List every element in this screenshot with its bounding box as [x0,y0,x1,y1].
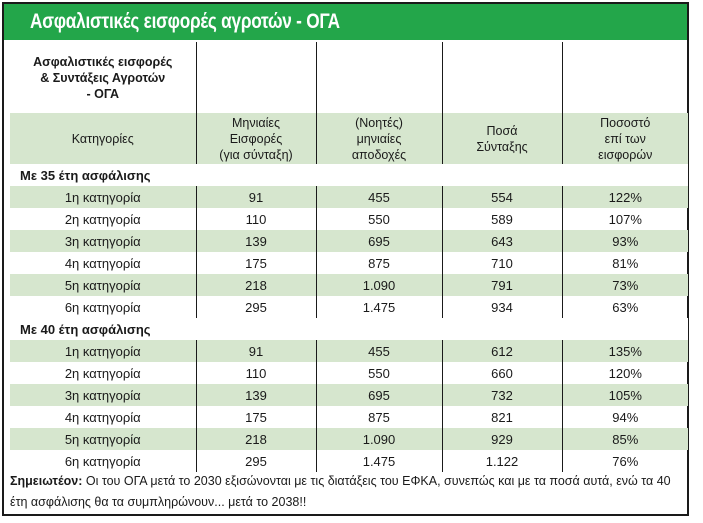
header-line: εισφορών [598,147,653,162]
category-cell: 6η κατηγορία [64,299,141,315]
header-row [10,113,688,164]
header-line: Ποσοστό [600,115,651,130]
percentage-cell: 85% [562,428,688,450]
category-cell: 3η κατηγορία [10,384,196,406]
percentage-cell: 122% [562,186,688,208]
header-line: μηνιαίες [356,131,402,146]
header-category: Κατηγορίες [10,113,196,164]
header-percentage [562,113,688,164]
header-line: Ποσά [486,123,518,138]
header-top-cell [442,42,562,113]
footnote-label: Σημειωτέον: [10,474,83,488]
footnote-text: Οι του ΟΓΑ μετά το 2030 εξισώνονται με τις διατάξεις του ΕΦΚΑ, συνεπώς και με τα ποσά αυτά, ενώ τα 40 έτη ασφάλισης θα τα συμπληρώνουν... μετά το 2038!! [10,474,671,509]
category-cell: 3η κατηγορία [10,230,196,252]
header-line: Σύνταξης [476,139,528,154]
income-cell: 875 [316,406,442,428]
category-cell: 1η κατηγορία [10,186,196,208]
contrib-cell: 139 [196,384,316,406]
category-cell: 5η κατηγορία [10,428,196,450]
header-line: (Νοητές) [355,115,403,130]
contrib-cell: 175 [196,252,316,274]
category-cell: 2η κατηγορία [64,365,141,381]
table-row [10,428,688,450]
header-pension-amount [442,113,562,164]
income-cell: 550 [316,208,442,230]
table-frame [2,2,689,516]
page-title [4,4,687,40]
category-cell: 6η κατηγορία [64,453,141,469]
corner-label [10,42,196,113]
header-line: Μηνιαίες [232,115,280,130]
contrib-cell: 295 [196,450,316,472]
table-row [10,406,688,428]
income-cell: 550 [316,362,442,384]
contrib-cell: 91 [196,340,316,362]
pension-cell: 791 [442,274,562,296]
percentage-cell: 105% [562,384,688,406]
header-line: αποδοχές [351,147,407,162]
percentage-cell: 120% [562,362,688,384]
category-cell: 4η κατηγορία [64,409,141,425]
percentage-cell: 81% [562,252,688,274]
contrib-cell: 110 [196,362,316,384]
pension-cell: 660 [442,362,562,384]
table-row [10,208,688,230]
footnote [10,471,685,513]
pension-cell: 929 [442,428,562,450]
percentage-cell: 107% [562,208,688,230]
table-row [10,274,688,296]
table-row [10,230,688,252]
income-cell: 1.475 [316,296,442,318]
percentage-cell: 135% [562,340,688,362]
header-monthly-contrib [196,113,316,164]
contrib-cell: 218 [196,274,316,296]
income-cell: 455 [316,340,442,362]
income-cell: 695 [316,384,442,406]
pension-cell: 643 [442,230,562,252]
category-cell: 1η κατηγορία [10,340,196,362]
contrib-cell: 175 [196,406,316,428]
table-row [10,362,688,384]
contributions-table [10,42,688,472]
header-line: (για σύνταξη) [219,147,293,162]
percentage-cell: 63% [562,296,688,318]
percentage-cell: 93% [562,230,688,252]
page-title-text: Ασφαλιστικές εισφορές αγροτών - ΟΓΑ [30,10,340,33]
contrib-cell: 139 [196,230,316,252]
percentage-cell: 73% [562,274,688,296]
contrib-cell: 91 [196,186,316,208]
contrib-cell: 218 [196,428,316,450]
corner-label-line: Ασφαλιστικές εισφορές [33,54,173,69]
table-row [10,384,688,406]
contrib-cell: 295 [196,296,316,318]
income-cell: 1.090 [316,274,442,296]
percentage-cell: 76% [562,450,688,472]
percentage-cell: 94% [562,406,688,428]
table-row [10,186,688,208]
income-cell: 1.475 [316,450,442,472]
header-line: επί των [604,131,646,146]
pension-cell: 1.122 [442,450,562,472]
pension-cell: 821 [442,406,562,428]
section-header-row [10,318,688,340]
table-row [10,340,688,362]
table-row [10,296,688,318]
income-cell: 1.090 [316,428,442,450]
corner-label-line: & Συντάξεις Αγροτών [40,70,166,85]
section-header-row [10,164,688,186]
pension-cell: 589 [442,208,562,230]
header-top-cell [316,42,442,113]
corner-label-line: - ΟΓΑ [86,86,120,101]
pension-cell: 934 [442,296,562,318]
table-row [10,252,688,274]
section-label: Με 35 έτη ασφάλισης [10,164,688,186]
header-line: Εισφορές [229,131,283,146]
income-cell: 695 [316,230,442,252]
table-row [10,450,688,472]
pension-cell: 710 [442,252,562,274]
pension-cell: 732 [442,384,562,406]
category-cell: 5η κατηγορία [10,274,196,296]
header-notional-income [316,113,442,164]
contrib-cell: 110 [196,208,316,230]
header-top-cell [562,42,688,113]
income-cell: 455 [316,186,442,208]
pension-cell: 612 [442,340,562,362]
section-label: Με 40 έτη ασφάλισης [10,318,688,340]
category-cell: 4η κατηγορία [64,255,141,271]
header-top-cell [196,42,316,113]
category-cell: 2η κατηγορία [64,211,141,227]
header-top-row [10,42,688,113]
pension-cell: 554 [442,186,562,208]
income-cell: 875 [316,252,442,274]
